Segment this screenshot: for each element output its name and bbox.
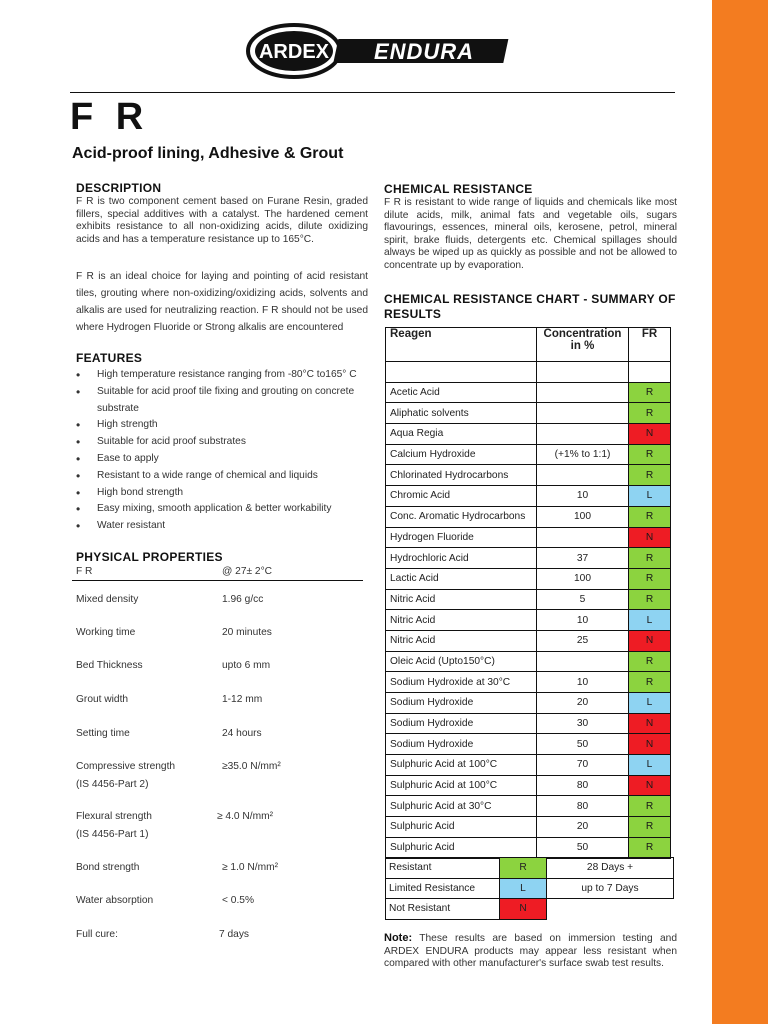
concentration-cell: 10 <box>537 610 629 631</box>
legend-row <box>386 878 674 899</box>
reagent-cell: Conc. Aromatic Hydrocarbons <box>386 506 537 527</box>
reagent-cell: Sulphuric Acid at 100°C <box>386 775 537 796</box>
logo-ardex-text: ARDEX <box>258 41 330 63</box>
resistance-cell: N <box>629 630 671 651</box>
resistance-cell: R <box>629 589 671 610</box>
concentration-cell <box>537 465 629 486</box>
feature-item: • Suitable for acid proof substrates <box>76 434 376 451</box>
reagent-cell: Sulphuric Acid <box>386 837 537 858</box>
reagent-cell: Sulphuric Acid <box>386 817 537 838</box>
physical-value: 7 days <box>219 929 250 940</box>
description-paragraph-1: F R is two component cement based on Furane Resin, graded fillers, special additives with a catalyst. The hardened cement exhibits resistance to all non-oxidizing acids, dilute oxidizing acids and has a temperature resistance up to 165°C. <box>76 196 368 245</box>
legend-code: L <box>500 878 547 899</box>
concentration-cell: 10 <box>537 672 629 693</box>
physical-value: ≥ 1.0 N/mm² <box>222 862 278 873</box>
resistance-cell: R <box>629 465 671 486</box>
resistance-cell: N <box>629 424 671 445</box>
table-spacer-row <box>386 362 671 383</box>
resistance-cell: L <box>629 610 671 631</box>
table-row <box>386 444 671 465</box>
physical-label: Water absorption <box>76 895 154 906</box>
table-body <box>386 362 671 859</box>
chemical-resistance-table <box>385 327 671 859</box>
top-rule <box>70 92 675 93</box>
table-row <box>386 527 671 548</box>
legend-row <box>386 899 674 920</box>
table-row <box>386 713 671 734</box>
resistance-cell: N <box>629 713 671 734</box>
note-text: These results are based on immersion testing and ARDEX ENDURA products may appear less resistant when compared with other manufacturer's surface swab test results. <box>384 933 677 969</box>
concentration-cell: 100 <box>537 506 629 527</box>
concentration-cell: 80 <box>537 775 629 796</box>
resistance-cell: N <box>629 734 671 755</box>
product-subtitle: Acid-proof lining, Adhesive & Grout <box>72 145 344 162</box>
reagent-cell: Sodium Hydroxide <box>386 693 537 714</box>
resistance-cell: R <box>629 817 671 838</box>
table-row <box>386 465 671 486</box>
physical-col2: @ 27± 2°C <box>222 566 273 577</box>
concentration-cell <box>537 424 629 445</box>
reagent-cell: Hydrogen Fluoride <box>386 527 537 548</box>
physical-value: < 0.5% <box>222 895 255 906</box>
physical-label-sub: (IS 4456-Part 2) <box>76 779 149 790</box>
concentration-cell <box>537 382 629 403</box>
reagent-cell: Hydrochloric Acid <box>386 548 537 569</box>
concentration-cell: 5 <box>537 589 629 610</box>
table-row <box>386 837 671 858</box>
physical-value: 1-12 mm <box>222 694 263 705</box>
feature-item: • High strength <box>76 417 376 434</box>
legend-row <box>386 858 674 879</box>
orange-side-bar <box>712 0 768 1024</box>
concentration-cell <box>537 527 629 548</box>
concentration-cell: (+1% to 1:1) <box>537 444 629 465</box>
resistance-cell: N <box>629 775 671 796</box>
table-row <box>386 382 671 403</box>
reagent-cell: Aqua Regia <box>386 424 537 445</box>
feature-item: • Resistant to a wide range of chemical and liquids <box>76 468 376 485</box>
table-row <box>386 672 671 693</box>
legend-duration: up to 7 Days <box>547 878 674 899</box>
features-list <box>76 367 376 535</box>
feature-item: • Easy mixing, smooth application & better workability <box>76 501 376 518</box>
ardex-endura-logo <box>246 22 512 80</box>
legend-label: Limited Resistance <box>386 878 500 899</box>
concentration-cell: 50 <box>537 837 629 858</box>
table-row <box>386 693 671 714</box>
resistance-cell: R <box>629 444 671 465</box>
table-header-row <box>386 328 671 362</box>
concentration-cell <box>537 651 629 672</box>
physical-value: ≥ 4.0 N/mm² <box>217 811 273 822</box>
reagent-cell: Calcium Hydroxide <box>386 444 537 465</box>
legend-duration <box>547 899 674 920</box>
resistance-cell: R <box>629 672 671 693</box>
physical-label: Compressive strength <box>76 761 176 772</box>
concentration-cell: 20 <box>537 817 629 838</box>
table-row <box>386 403 671 424</box>
feature-item: • High temperature resistance ranging from -80°C to165° C <box>76 367 376 384</box>
feature-item: • Water resistant <box>76 518 376 535</box>
reagent-cell: Chromic Acid <box>386 486 537 507</box>
note-block <box>384 932 677 971</box>
header-concentration: Concentration in % <box>537 328 629 362</box>
reagent-cell: Lactic Acid <box>386 568 537 589</box>
physical-label: Setting time <box>76 728 130 739</box>
reagent-cell: Sodium Hydroxide at 30°C <box>386 672 537 693</box>
concentration-cell: 80 <box>537 796 629 817</box>
reagent-cell: Nitric Acid <box>386 610 537 631</box>
concentration-cell: 10 <box>537 486 629 507</box>
physical-heading: PHYSICAL PROPERTIES <box>76 550 223 564</box>
feature-item: • Suitable for acid proof tile fixing and grouting on concrete substrate <box>76 384 376 418</box>
concentration-cell: 37 <box>537 548 629 569</box>
reagent-cell: Nitric Acid <box>386 630 537 651</box>
concentration-cell: 20 <box>537 693 629 714</box>
concentration-cell: 25 <box>537 630 629 651</box>
legend-code: N <box>500 899 547 920</box>
table-row <box>386 610 671 631</box>
physical-label-sub: (IS 4456-Part 1) <box>76 829 149 840</box>
chemical-heading: CHEMICAL RESISTANCE <box>384 182 533 196</box>
physical-label: Grout width <box>76 694 129 705</box>
physical-rule <box>72 580 363 581</box>
logo-endura-text: ENDURA <box>373 39 475 64</box>
legend-label: Not Resistant <box>386 899 500 920</box>
table-row <box>386 568 671 589</box>
reagent-cell: Aliphatic solvents <box>386 403 537 424</box>
table-row <box>386 775 671 796</box>
resistance-cell: R <box>629 796 671 817</box>
table-row <box>386 817 671 838</box>
resistance-cell: R <box>629 403 671 424</box>
table-row <box>386 755 671 776</box>
legend-table <box>385 857 674 920</box>
header-fr: FR <box>629 328 671 362</box>
resistance-cell: N <box>629 527 671 548</box>
physical-label: Bed Thickness <box>76 660 143 671</box>
resistance-cell: L <box>629 755 671 776</box>
description-paragraph-2: F R is an ideal choice for laying and pointing of acid resistant tiles, grouting where non-oxidizing/oxidizing acids, solvents and alkalis are used for neutralizing reaction. F R should not be used where Hydrogen Fluoride or Strong alkalis are encountered <box>76 271 368 333</box>
resistance-cell: R <box>629 382 671 403</box>
reagent-cell: Sulphuric Acid at 100°C <box>386 755 537 776</box>
table-row <box>386 651 671 672</box>
legend-duration: 28 Days + <box>547 858 674 879</box>
chemical-paragraph: F R is resistant to wide range of liquids and chemicals like most dilute acids, milk, animal fats and vegetable oils, sugars flavourings, essences, mineral oils, kerosene, petrol, mineral spirit, brake fluids, detergents etc. Chemical spillages should always be wiped up as quickly as possible and not be allowed to concentrate up by evaporation. <box>384 197 677 271</box>
features-heading: FEATURES <box>76 351 143 365</box>
physical-value: 24 hours <box>222 728 262 739</box>
product-title: F R <box>70 96 150 138</box>
physical-value: ≥35.0 N/mm² <box>222 761 281 772</box>
physical-label: Bond strength <box>76 862 140 873</box>
table-row <box>386 630 671 651</box>
concentration-cell: 70 <box>537 755 629 776</box>
physical-value: 20 minutes <box>222 627 272 638</box>
table-row <box>386 548 671 569</box>
legend-code: R <box>500 858 547 879</box>
physical-label: Mixed density <box>76 594 139 605</box>
reagent-cell: Sulphuric Acid at 30°C <box>386 796 537 817</box>
reagent-cell: Chlorinated Hydrocarbons <box>386 465 537 486</box>
physical-value: 1.96 g/cc <box>222 594 264 605</box>
physical-label: Working time <box>76 627 136 638</box>
legend-label: Resistant <box>386 858 500 879</box>
concentration-cell: 30 <box>537 713 629 734</box>
reagent-cell: Nitric Acid <box>386 589 537 610</box>
concentration-cell: 50 <box>537 734 629 755</box>
concentration-cell <box>537 403 629 424</box>
feature-item: • High bond strength <box>76 485 376 502</box>
table-row <box>386 506 671 527</box>
resistance-cell: R <box>629 548 671 569</box>
resistance-cell: R <box>629 506 671 527</box>
physical-value: upto 6 mm <box>222 660 271 671</box>
physical-label: Flexural strength <box>76 811 152 822</box>
reagent-cell: Sodium Hydroxide <box>386 713 537 734</box>
physical-label: Full cure: <box>76 929 118 940</box>
chart-heading: CHEMICAL RESISTANCE CHART - SUMMARY OF RESULTS <box>384 292 676 321</box>
table-row <box>386 734 671 755</box>
resistance-cell: R <box>629 651 671 672</box>
table-row <box>386 589 671 610</box>
table-row <box>386 796 671 817</box>
concentration-cell: 100 <box>537 568 629 589</box>
table-row <box>386 424 671 445</box>
feature-item: • Ease to apply <box>76 451 376 468</box>
reagent-cell: Acetic Acid <box>386 382 537 403</box>
table-row <box>386 486 671 507</box>
resistance-cell: L <box>629 693 671 714</box>
resistance-cell: R <box>629 568 671 589</box>
reagent-cell: Oleic Acid (Upto150°C) <box>386 651 537 672</box>
description-heading: DESCRIPTION <box>76 181 162 195</box>
header-reagent: Reagen <box>386 328 537 362</box>
reagent-cell: Sodium Hydroxide <box>386 734 537 755</box>
resistance-cell: R <box>629 837 671 858</box>
physical-col1: F R <box>76 566 93 577</box>
note-label: Note: <box>384 932 413 944</box>
resistance-cell: L <box>629 486 671 507</box>
